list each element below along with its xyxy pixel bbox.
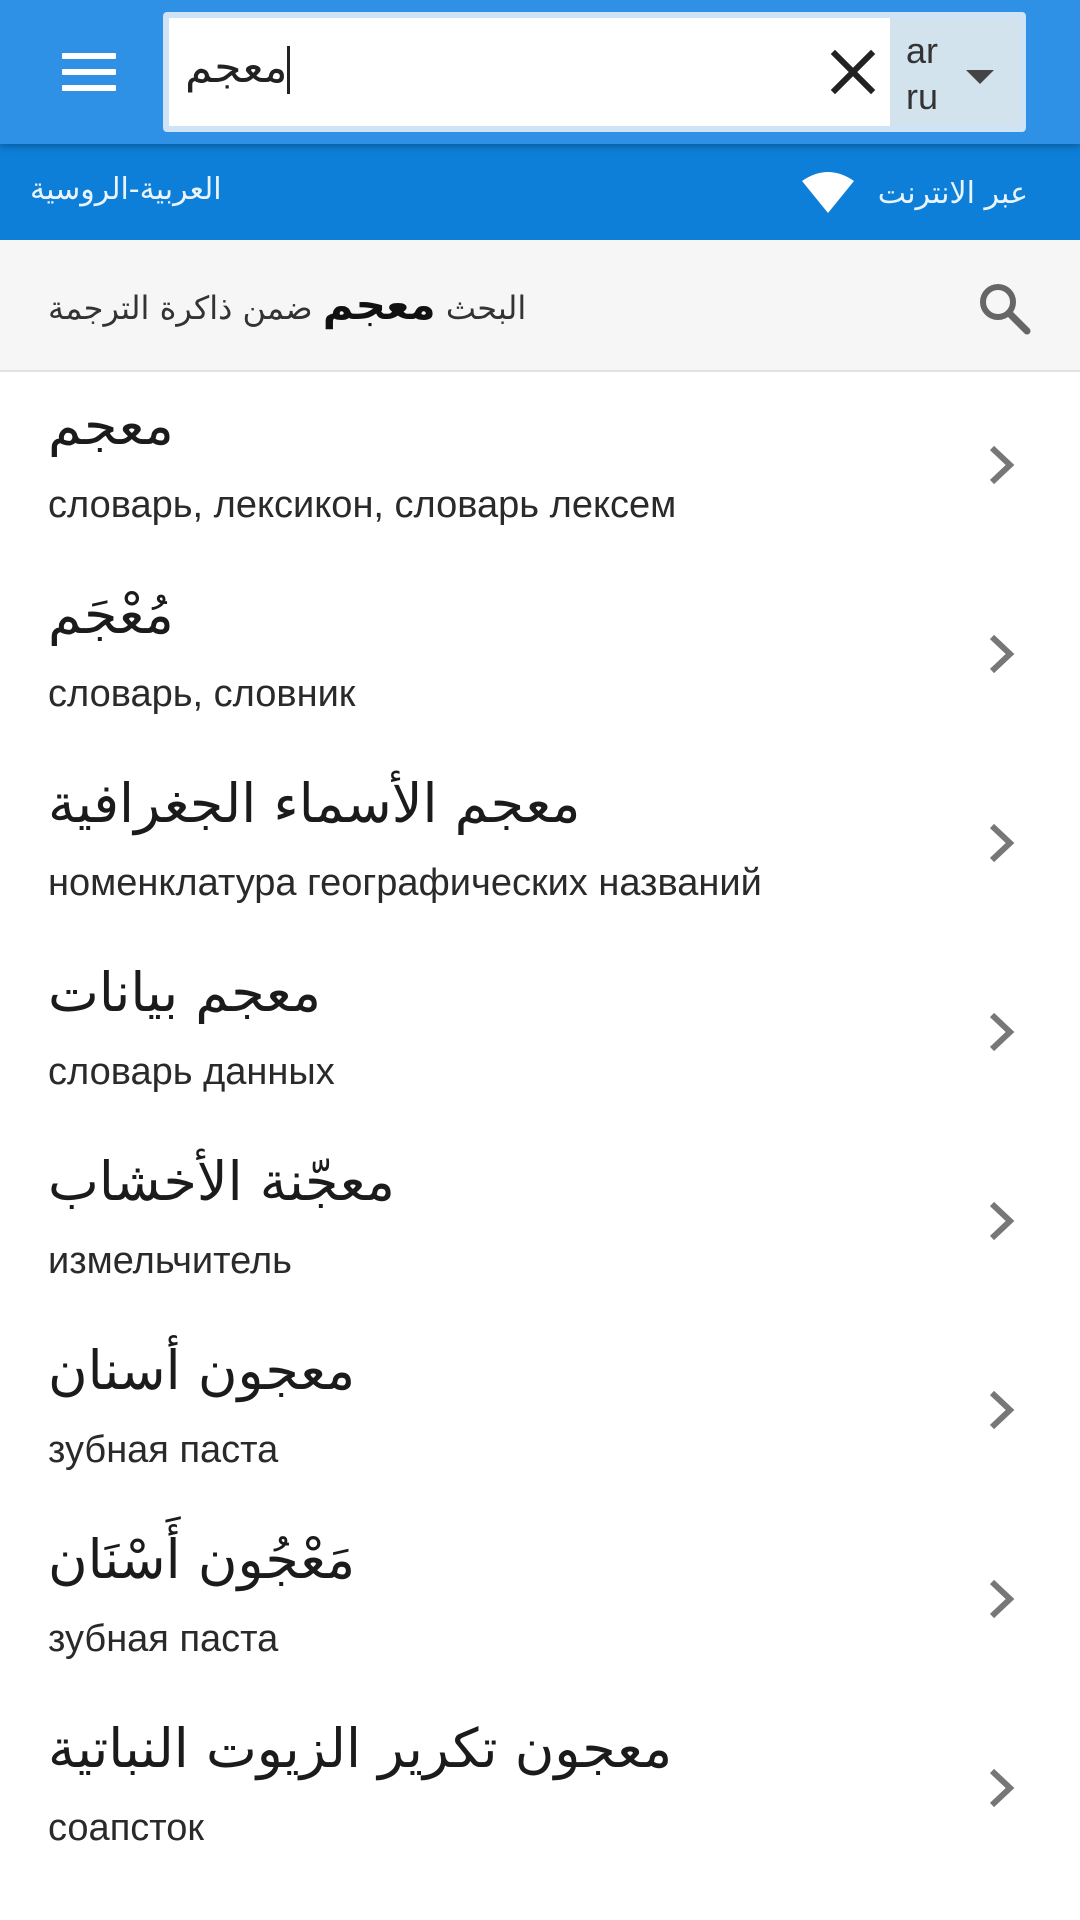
chevron-right-icon (982, 1572, 1022, 1626)
list-item[interactable] (0, 561, 1080, 750)
text-caret (287, 46, 290, 94)
translation-memory-search[interactable] (0, 240, 1080, 372)
tm-search-text (48, 280, 526, 329)
search-box (163, 12, 1026, 132)
list-item[interactable] (0, 1128, 1080, 1317)
chevron-right-icon (982, 1194, 1022, 1248)
list-item[interactable] (0, 939, 1080, 1128)
list-item[interactable] (0, 1506, 1080, 1695)
language-codes (906, 28, 938, 120)
chevron-right-icon (982, 1383, 1022, 1437)
search-input[interactable] (185, 42, 290, 94)
app-bar (0, 0, 1080, 144)
chevron-right-icon (982, 438, 1022, 492)
result-arabic: معجم (48, 394, 174, 457)
result-arabic: معجم بيانات (48, 961, 322, 1024)
result-arabic: معجّنة الأخشاب (48, 1150, 395, 1213)
lang-to: ru (906, 76, 939, 117)
result-russian: зубная паста (48, 1429, 279, 1471)
result-russian: измельчитель (48, 1240, 292, 1282)
close-icon[interactable] (819, 38, 887, 106)
tm-query: معجم (322, 280, 436, 329)
result-arabic: مَعْجُون أَسْنَان (48, 1528, 356, 1591)
language-bar (0, 144, 1080, 240)
language-selector[interactable] (890, 18, 1020, 126)
result-arabic: معجم الأسماء الجغرافية (48, 772, 581, 835)
result-arabic: معجون أسنان (48, 1339, 356, 1402)
online-toggle[interactable] (800, 168, 1028, 218)
result-russian: словарь, лексикон, словарь лексем (48, 484, 677, 526)
list-item[interactable] (0, 750, 1080, 939)
result-russian: соапсток (48, 1807, 205, 1849)
language-pair[interactable]: العربية-الروسية (30, 172, 222, 207)
search-icon[interactable] (974, 278, 1034, 338)
chevron-right-icon (982, 1005, 1022, 1059)
chevron-right-icon (982, 816, 1022, 870)
wifi-icon (800, 171, 856, 215)
tm-suffix: ضمن ذاكرة الترجمة (48, 289, 313, 327)
chevron-right-icon (982, 1761, 1022, 1815)
result-arabic: معجون تكرير الزيوت النباتية (48, 1717, 673, 1780)
menu-icon[interactable] (52, 40, 124, 104)
list-item[interactable] (0, 372, 1080, 561)
tm-prefix: البحث (445, 289, 527, 327)
result-russian: словарь, словник (48, 673, 356, 715)
list-item[interactable] (0, 1317, 1080, 1506)
result-russian: номенклатура географических названий (48, 862, 762, 904)
caret-down-icon (966, 70, 994, 84)
search-input-value: معجم (185, 42, 288, 93)
list-item[interactable] (0, 1695, 1080, 1884)
online-label: عبر الانترنت (877, 175, 1028, 211)
results-list (0, 372, 1080, 1884)
result-russian: зубная паста (48, 1618, 279, 1660)
result-russian: словарь данных (48, 1051, 335, 1093)
lang-from: ar (906, 30, 939, 71)
result-arabic: مُعْجَم (48, 583, 174, 646)
chevron-right-icon (982, 627, 1022, 681)
